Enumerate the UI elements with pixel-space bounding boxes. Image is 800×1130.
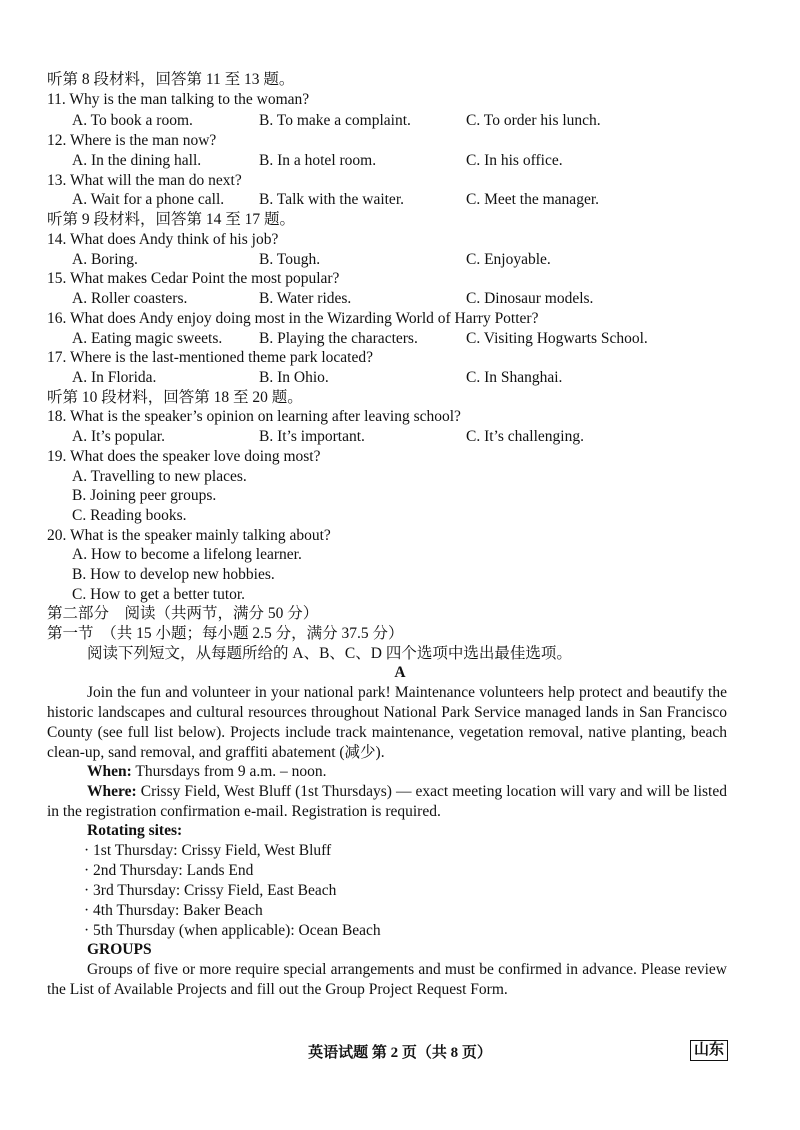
groups-paragraph: Groups of five or more require special arrangements and must be confirmed in advance. Please review the List of Available Projects and fill out the Group Project Request Form. [47,961,727,998]
q20-option-b: B. How to develop new hobbies. [72,566,275,583]
q15-option-a: A. Roller coasters. [72,290,188,307]
q13-options [0,190,800,210]
passage-letter: A [394,664,406,681]
q14-option-a: A. Boring. [72,251,138,268]
q11-option-a: A. To book a room. [72,112,193,129]
where-paragraph [47,782,727,822]
q20-option-c: C. How to get a better tutor. [72,586,246,603]
q18-stem: 18. What is the speaker’s opinion on learning after leaving school? [47,408,461,425]
q18-option-a: A. It’s popular. [72,428,165,445]
q18-option-c: C. It’s challenging. [466,428,584,445]
site-item: · 1st Thursday: Crissy Field, West Bluff [84,842,332,859]
q15-options [0,289,800,309]
rotating-sites-label: Rotating sites: [87,822,183,839]
reading-instruction: 阅读下列短文，从每题所给的 A、B、C、D 四个选项中选出最佳选项。 [87,645,572,662]
region-badge: 山东 [690,1040,728,1061]
groups-label: GROUPS [87,941,152,958]
q12-stem: 12. Where is the man now? [47,132,217,149]
q13-option-b: B. Talk with the waiter. [259,191,404,208]
q13-stem: 13. What will the man do next? [47,172,242,189]
q16-option-c: C. Visiting Hogwarts School. [466,330,648,347]
site-item: · 4th Thursday: Baker Beach [84,902,263,919]
section1-heading: 第一节 （共 15 小题；每小题 2.5 分，满分 37.5 分） [47,625,404,642]
q17-option-a: A. In Florida. [72,369,157,386]
when-line [87,762,327,782]
site-item: · 5th Thursday (when applicable): Ocean Beach [84,922,381,939]
q14-options [0,250,800,270]
q14-stem: 14. What does Andy think of his job? [47,231,279,248]
part2-heading: 第二部分 阅读（共两节，满分 50 分） [47,605,319,622]
q12-option-a: A. In the dining hall. [72,152,202,169]
q16-stem: 16. What does Andy enjoy doing most in the Wizarding World of Harry Potter? [47,310,539,327]
page-footer: 英语试题 第 2 页（共 8 页） [308,1045,492,1061]
q18-options [0,427,800,447]
q11-option-b: B. To make a complaint. [259,112,411,129]
q15-option-b: B. Water rides. [259,290,352,307]
q15-option-c: C. Dinosaur models. [466,290,594,307]
where-text: Crissy Field, West Bluff (1st Thursdays) — exact meeting location will vary and will be listed in the registration confirmation e-mail. Registration is required. [47,783,727,820]
section10-heading: 听第 10 段材料，回答第 18 至 20 题。 [47,389,303,406]
q20-stem: 20. What is the speaker mainly talking about? [47,527,331,544]
q19-option-a: A. Travelling to new places. [72,468,247,485]
q19-option-c: C. Reading books. [72,507,187,524]
q13-option-c: C. Meet the manager. [466,191,599,208]
q16-option-b: B. Playing the characters. [259,330,418,347]
q16-options [0,329,800,349]
q11-stem: 11. Why is the man talking to the woman? [47,91,310,108]
q14-option-b: B. Tough. [259,251,321,268]
q19-stem: 19. What does the speaker love doing most? [47,448,321,465]
site-item: · 3rd Thursday: Crissy Field, East Beach [84,882,337,899]
q16-option-a: A. Eating magic sweets. [72,330,223,347]
q17-options [0,368,800,388]
when-label: When: [87,763,132,780]
site-item: · 2nd Thursday: Lands End [84,862,254,879]
q12-options [0,151,800,171]
q11-options [0,111,800,131]
q17-option-c: C. In Shanghai. [466,369,563,386]
when-text: Thursdays from 9 a.m. – noon. [131,763,327,780]
q11-option-c: C. To order his lunch. [466,112,601,129]
q15-stem: 15. What makes Cedar Point the most popular? [47,270,340,287]
q20-option-a: A. How to become a lifelong learner. [72,546,302,563]
section8-heading: 听第 8 段材料，回答第 11 至 13 题。 [47,71,295,88]
q18-option-b: B. It’s important. [259,428,365,445]
q19-option-b: B. Joining peer groups. [72,487,217,504]
passage-paragraph-1: Join the fun and volunteer in your national park! Maintenance volunteers help protect and beautify the historic landscapes and cultural resources throughout National Park Service managed lands in San Francisco County (see full list below). Projects include track maintenance, vegetation removal, native planting, beach clean-up, sand removal, and graffiti abatement (减少). [47,684,727,761]
q17-option-b: B. In Ohio. [259,369,329,386]
q13-option-a: A. Wait for a phone call. [72,191,225,208]
where-label: Where: [87,783,137,800]
q17-stem: 17. Where is the last-mentioned theme park located? [47,349,373,366]
q12-option-c: C. In his office. [466,152,563,169]
q14-option-c: C. Enjoyable. [466,251,551,268]
q12-option-b: B. In a hotel room. [259,152,377,169]
section9-heading: 听第 9 段材料，回答第 14 至 17 题。 [47,211,296,228]
